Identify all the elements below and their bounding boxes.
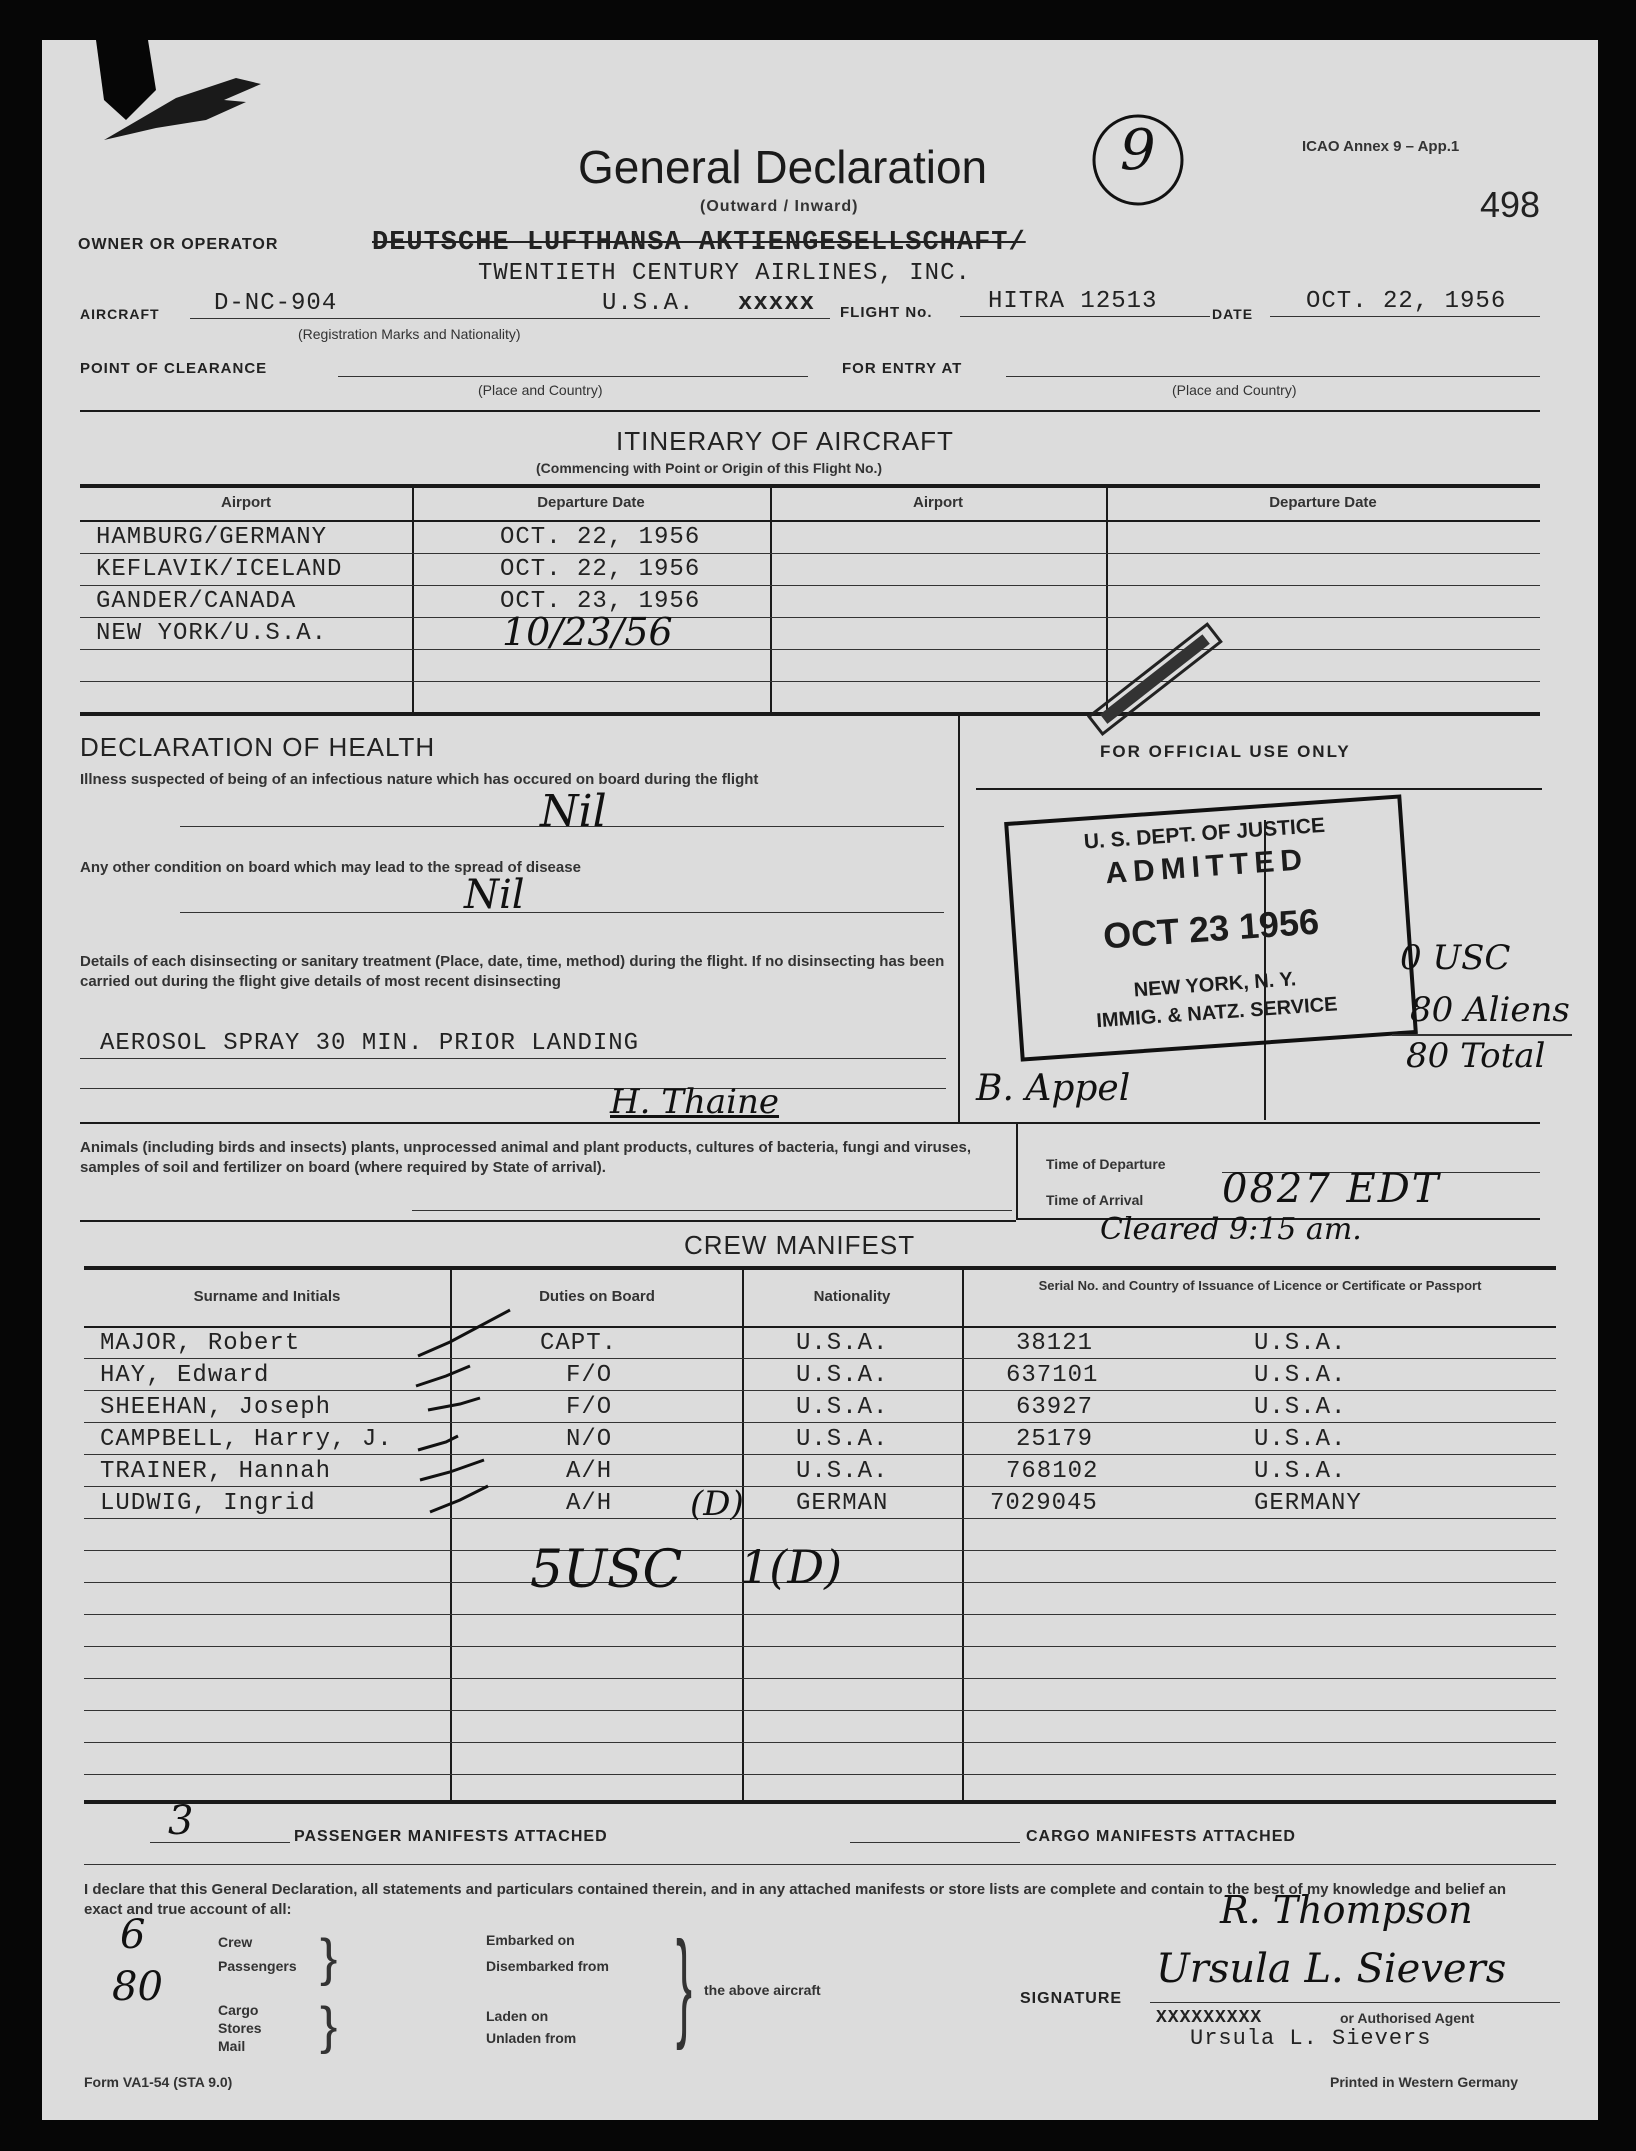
manifests-rule [84, 1864, 1556, 1865]
crew-serial-country: U.S.A. [1254, 1458, 1347, 1485]
crew-row-rule [84, 1422, 1556, 1423]
crew-handwritten-note-2: 1(D) [740, 1540, 843, 1594]
clearance-sublabel: (Place and Country) [478, 382, 603, 398]
itinerary-subtitle: (Commencing with Point or Origin of this Flight No.) [536, 460, 883, 476]
aircraft-struck: xxxxx [738, 290, 816, 317]
crew-serial-country: U.S.A. [1254, 1330, 1347, 1357]
itinerary-row-rule [80, 681, 1540, 682]
crew-check-marks [410, 1300, 520, 1530]
crew-serial-country: U.S.A. [1254, 1362, 1347, 1389]
health-answer-1-underline [180, 826, 944, 827]
declaration-cargo-label: Cargo [218, 2002, 259, 2018]
health-bottom-rule [80, 1122, 1540, 1124]
crew-duty: N/O [566, 1426, 613, 1453]
itinerary-row-rule [80, 553, 1540, 554]
crew-serial-country: U.S.A. [1254, 1426, 1347, 1453]
crew-row-rule [84, 1486, 1556, 1487]
crew-serial: 63927 [1016, 1394, 1094, 1421]
owner-value: TWENTIETH CENTURY AIRLINES, INC. [478, 260, 971, 287]
flight-underline [960, 316, 1210, 317]
declaration-text: I declare that this General Declaration, all statements and particulars contained therein, and in any attached manifests or store lists are complete and contain to the best of my knowledge and belief an exact and true account of all: [84, 1881, 1507, 1918]
owner-struck-value: DEUTSCHE LUFTHANSA AKTIENGESELLSCHAFT/ [372, 228, 1026, 258]
itinerary-header-date-1: Departure Date [537, 494, 645, 511]
crew-nationality: U.S.A. [796, 1362, 889, 1389]
form-subtitle: (Outward / Inward) [700, 198, 859, 215]
agent-struck-text: XXXXXXXXX [1156, 2008, 1263, 2028]
crew-row-rule [84, 1678, 1556, 1679]
itinerary-date-row: OCT. 22, 1956 [500, 524, 701, 551]
stamp-date: OCT 23 1956 [1101, 900, 1321, 957]
admitted-stamp [1004, 794, 1418, 1061]
animals-declaration: Animals (including birds and insects) plants, unprocessed animal and plant products, cultures of bacteria, fungi and viruses, samples of soil and fertilizer on board (where required by State of arrival). [80, 1139, 971, 1176]
declaration-passengers-label: Passengers [218, 1958, 297, 1974]
stamp-line-1: U. S. DEPT. OF JUSTICE [1083, 813, 1326, 854]
health-answer-2-underline [180, 912, 944, 913]
aircraft-nationality: U.S.A. [602, 290, 695, 317]
crew-nationality: U.S.A. [796, 1426, 889, 1453]
itinerary-date-row: OCT. 23, 1956 [500, 588, 701, 615]
cleared-note: Cleared 9:15 am. [1100, 1212, 1362, 1247]
official-use-label: FOR OFFICIAL USE ONLY [1100, 742, 1351, 761]
form-number: Form VA1-54 (STA 9.0) [84, 2074, 233, 2090]
entry-underline [1006, 376, 1540, 377]
animals-bottom-rule [80, 1220, 1016, 1222]
itinerary-header-airport-1: Airport [221, 494, 271, 511]
itinerary-header-rule [80, 520, 1540, 522]
page-number: 498 [1480, 184, 1541, 225]
crew-duty: CAPT. [540, 1330, 618, 1357]
date-label: DATE [1212, 306, 1254, 322]
declaration-above-aircraft: the above aircraft [704, 1982, 821, 1998]
owner-label: OWNER OR OPERATOR [78, 236, 279, 253]
signature-handwritten: Ursula L. Sievers [1156, 1946, 1507, 1992]
health-answer-3-underline [80, 1058, 946, 1059]
brace-icon: } [320, 1997, 338, 2055]
aircraft-underline [190, 318, 830, 319]
crew-header-name: Surname and Initials [193, 1288, 341, 1305]
departure-time-label: Time of Departure [1046, 1156, 1166, 1172]
crew-duty: A/H [566, 1490, 613, 1517]
clearance-rule [80, 410, 1540, 412]
crew-serial: 637101 [1006, 1362, 1099, 1389]
itinerary-date-row: OCT. 22, 1956 [500, 556, 701, 583]
crew-serial-country: U.S.A. [1254, 1394, 1347, 1421]
clearance-underline [338, 376, 808, 377]
crew-serial: 7029045 [990, 1490, 1098, 1517]
inspector-signature: B. Appel [976, 1068, 1131, 1109]
crew-header-rule [84, 1326, 1556, 1328]
itinerary-airport-row: HAMBURG/GERMANY [96, 524, 328, 551]
date-value: OCT. 22, 1956 [1306, 288, 1507, 315]
flight-number: HITRA 12513 [988, 288, 1158, 315]
crew-serial: 25179 [1016, 1426, 1094, 1453]
cargo-manifests-label: CARGO MANIFESTS ATTACHED [1026, 1828, 1296, 1845]
form-title: General Declaration [578, 141, 988, 193]
crew-serial: 38121 [1016, 1330, 1094, 1357]
entry-at-label: FOR ENTRY AT [842, 360, 963, 377]
crew-title: CREW MANIFEST [684, 1230, 916, 1260]
signature-underline [1150, 2002, 1560, 2003]
date-underline [1270, 316, 1540, 317]
crew-nationality: GERMAN [796, 1490, 889, 1517]
crew-handwritten-note-3: (D) [690, 1484, 744, 1524]
health-question-1: Illness suspected of being of an infectious nature which has occured on board during the flight [80, 771, 759, 788]
crew-row-rule [84, 1390, 1556, 1391]
arrival-time-value: 0827 EDT [1222, 1166, 1441, 1212]
crew-name: LUDWIG, Ingrid [100, 1490, 316, 1517]
crew-handwritten-note-1: 5USC [530, 1540, 683, 1600]
official-note-1: 0 USC [1400, 938, 1511, 978]
health-answer-1: Nil [540, 786, 607, 837]
health-question-2: Any other condition on board which may lead to the spread of disease [80, 859, 581, 876]
crew-nationality: U.S.A. [796, 1394, 889, 1421]
declaration-crew-label: Crew [218, 1934, 253, 1950]
itinerary-airport-row: NEW YORK/U.S.A. [96, 620, 328, 647]
crew-header-serial: Serial No. and Country of Issuance of Licence or Certificate or Passport [1038, 1278, 1482, 1293]
aircraft-registration: D-NC-904 [214, 290, 338, 317]
health-title: DECLARATION OF HEALTH [80, 732, 436, 762]
crew-row-rule [84, 1358, 1556, 1359]
signature-label: SIGNATURE [1020, 1990, 1123, 2007]
itinerary-row-rule [80, 649, 1540, 650]
brace-icon: } [320, 1929, 338, 1987]
circled-number: 9 [1120, 118, 1156, 183]
health-official-divider [958, 714, 960, 1122]
itinerary-top-rule [80, 484, 1540, 488]
health-question-3: Details of each disinsecting or sanitary treatment (Place, date, time, method) during the flight. If no disinsecting has been carried out during the flight give details of most recent disinsecting [80, 953, 945, 990]
entry-stamp-mark [1080, 614, 1240, 754]
signature-handwritten-upper: R. Thompson [1220, 1888, 1473, 1932]
itinerary-title: ITINERARY OF AIRCRAFT [616, 426, 954, 456]
health-answer-2: Nil [464, 872, 525, 918]
crew-duty: A/H [566, 1458, 613, 1485]
crew-nationality: U.S.A. [796, 1330, 889, 1357]
crew-duty: F/O [566, 1394, 613, 1421]
declared-crew-count: 6 [120, 1912, 146, 1958]
brace-icon: } [676, 1917, 693, 2051]
crane-logo-icon [96, 40, 266, 160]
stamp-admitted: ADMITTED [1104, 843, 1310, 891]
aircraft-label: AIRCRAFT [80, 306, 160, 322]
authorised-agent-label: or Authorised Agent [1340, 2010, 1475, 2026]
crew-row-rule [84, 1646, 1556, 1647]
stamp-line-3: NEW YORK, N. Y. [1133, 968, 1297, 1002]
point-of-clearance-label: POINT OF CLEARANCE [80, 360, 268, 377]
declaration-form [42, 40, 1598, 2120]
crew-name: CAMPBELL, Harry, J. [100, 1426, 393, 1453]
itinerary-airport-row: GANDER/CANADA [96, 588, 297, 615]
itinerary-bottom-rule [80, 712, 1540, 716]
itinerary-col-divider-2 [770, 486, 772, 712]
crew-name: TRAINER, Hannah [100, 1458, 332, 1485]
declaration-stores-label: Stores [218, 2020, 262, 2036]
crew-duty: F/O [566, 1362, 613, 1389]
cargo-count-underline [850, 1842, 1020, 1843]
declaration-mail-label: Mail [218, 2038, 246, 2054]
passenger-count-underline [150, 1842, 290, 1843]
health-signature: H. Thaine [610, 1082, 780, 1122]
stamp-line-4: IMMIG. & NATZ. SERVICE [1095, 993, 1339, 1033]
crew-row-rule [84, 1454, 1556, 1455]
declaration-laden-label: Laden on [486, 2008, 549, 2024]
health-rule [80, 1088, 946, 1089]
crew-row-rule [84, 1710, 1556, 1711]
crew-row-rule [84, 1518, 1556, 1519]
crew-col-divider-2 [742, 1268, 744, 1800]
itinerary-row-rule [80, 617, 1540, 618]
crew-serial-country: GERMANY [1254, 1490, 1362, 1517]
passenger-manifest-count: 3 [168, 1798, 194, 1844]
crew-header-duty: Duties on Board [539, 1288, 655, 1305]
arrival-time-label: Time of Arrival [1046, 1192, 1144, 1208]
itinerary-header-date-2: Departure Date [1269, 494, 1377, 511]
declaration-embarked-label: Embarked on [486, 1932, 575, 1948]
flight-label: FLIGHT No. [840, 304, 933, 321]
times-divider [1016, 1124, 1018, 1218]
crew-name: MAJOR, Robert [100, 1330, 301, 1357]
official-use-rule [976, 788, 1542, 790]
itinerary-airport-row: KEFLAVIK/ICELAND [96, 556, 343, 583]
health-answer-3: AEROSOL SPRAY 30 MIN. PRIOR LANDING [100, 1030, 640, 1057]
crew-col-divider-3 [962, 1268, 964, 1800]
printed-in-label: Printed in Western Germany [1330, 2074, 1519, 2090]
animals-underline [412, 1210, 1012, 1211]
crew-row-rule [84, 1614, 1556, 1615]
official-note-2: 80 Aliens [1410, 990, 1570, 1030]
declaration-unladen-label: Unladen from [486, 2030, 577, 2046]
crew-nationality: U.S.A. [796, 1458, 889, 1485]
itinerary-header-airport-2: Airport [913, 494, 963, 511]
agent-name: Ursula L. Sievers [1190, 2026, 1432, 2051]
crew-name: SHEEHAN, Joseph [100, 1394, 332, 1421]
itinerary-row-rule [80, 585, 1540, 586]
crew-serial: 768102 [1006, 1458, 1099, 1485]
crew-row-rule [84, 1774, 1556, 1775]
crew-header-nationality: Nationality [813, 1288, 891, 1305]
itinerary-col-divider-1 [412, 486, 414, 712]
crew-name: HAY, Edward [100, 1362, 270, 1389]
declared-passenger-count: 80 [112, 1964, 163, 2010]
official-note-3: 80 Total [1406, 1036, 1546, 1076]
crew-top-rule [84, 1266, 1556, 1270]
aircraft-sublabel: (Registration Marks and Nationality) [298, 326, 521, 342]
itinerary-date-handwritten: 10/23/56 [502, 610, 673, 654]
entry-sublabel: (Place and Country) [1172, 382, 1297, 398]
icao-reference: ICAO Annex 9 – App.1 [1302, 138, 1460, 155]
passenger-manifests-label: PASSENGER MANIFESTS ATTACHED [294, 1828, 608, 1845]
declaration-disembarked-label: Disembarked from [486, 1958, 609, 1974]
crew-row-rule [84, 1742, 1556, 1743]
crew-bottom-rule [84, 1800, 1556, 1804]
